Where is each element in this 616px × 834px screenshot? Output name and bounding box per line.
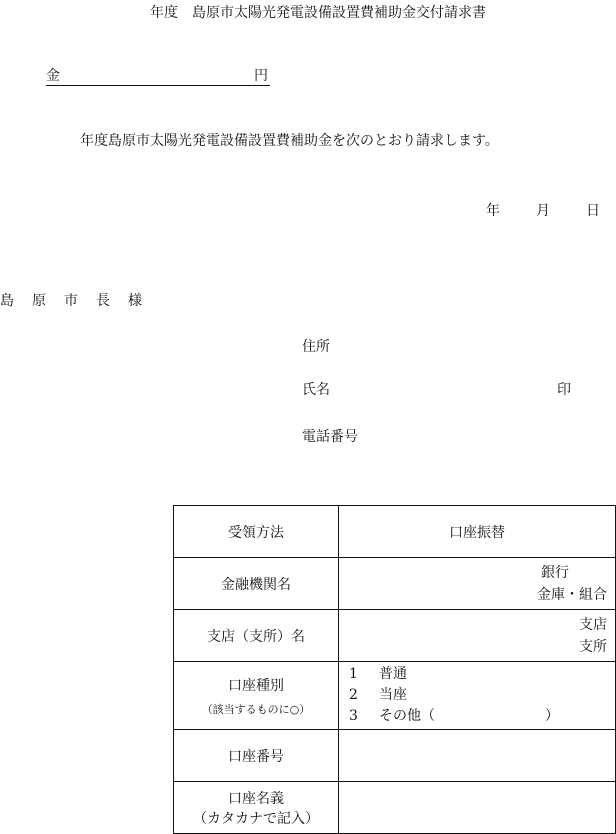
account-type-label-cell <box>174 662 339 730</box>
account-type-options[interactable] <box>339 662 616 730</box>
branch-suffix-branch: 支店 <box>579 616 607 633</box>
bank-suffix-cooperative: 金庫・組合 <box>537 586 607 603</box>
bank-name-cell[interactable] <box>339 558 616 610</box>
holder-note: （カタカナで記入） <box>193 810 319 827</box>
bank-account-table <box>173 505 616 834</box>
addressee-mayor <box>0 294 160 308</box>
name-label: 氏名 <box>302 382 330 398</box>
method-value: 口座振替 <box>339 506 616 558</box>
amount-underline <box>46 69 270 86</box>
option-number: 3 <box>349 708 358 724</box>
date-year: 年 <box>486 203 500 219</box>
amount-kin-label: 金 <box>46 68 60 84</box>
bank-name-label: 金融機関名 <box>174 558 339 610</box>
branch-cell[interactable] <box>339 610 616 662</box>
account-type-label: 口座種別 <box>228 677 284 694</box>
account-number-label: 口座番号 <box>174 730 339 782</box>
amount-yen-label: 円 <box>254 68 268 84</box>
option-close-paren: ） <box>545 708 559 724</box>
date-day: 日 <box>586 203 600 219</box>
account-type-option[interactable] <box>349 685 615 706</box>
account-type-note: （該当するものに○） <box>201 702 311 716</box>
account-type-option[interactable] <box>349 706 615 727</box>
bank-suffix-bank: 銀行 <box>541 564 569 581</box>
request-statement: 年度島原市太陽光発電設備設置費補助金を次のとおり請求します。 <box>80 133 499 149</box>
option-label: その他（ <box>379 708 435 724</box>
branch-suffix-office: 支所 <box>579 638 607 655</box>
document-title: 年度 島原市太陽光発電設備設置費補助金交付請求書 <box>150 5 486 21</box>
branch-label: 支店（支所）名 <box>174 610 339 662</box>
account-type-option[interactable] <box>349 664 615 685</box>
option-number: 2 <box>349 687 358 703</box>
method-label: 受領方法 <box>174 506 339 558</box>
addressee-char: 様 <box>128 293 142 309</box>
address-label: 住所 <box>302 339 330 355</box>
addressee-char: 島 <box>0 293 14 309</box>
option-label: 普通 <box>379 666 407 682</box>
addressee-char: 市 <box>64 293 78 309</box>
holder-cell[interactable] <box>339 782 616 834</box>
option-number: 1 <box>349 666 358 682</box>
addressee-char: 長 <box>96 293 110 309</box>
seal-mark: 印 <box>557 382 571 398</box>
date-month: 月 <box>536 203 550 219</box>
phone-label: 電話番号 <box>302 429 358 445</box>
addressee-char: 原 <box>32 293 46 309</box>
account-number-cell[interactable] <box>339 730 616 782</box>
holder-label: 口座名義 <box>228 790 284 807</box>
date-line <box>486 204 600 218</box>
holder-label-cell <box>174 782 339 834</box>
option-label: 当座 <box>379 687 407 703</box>
